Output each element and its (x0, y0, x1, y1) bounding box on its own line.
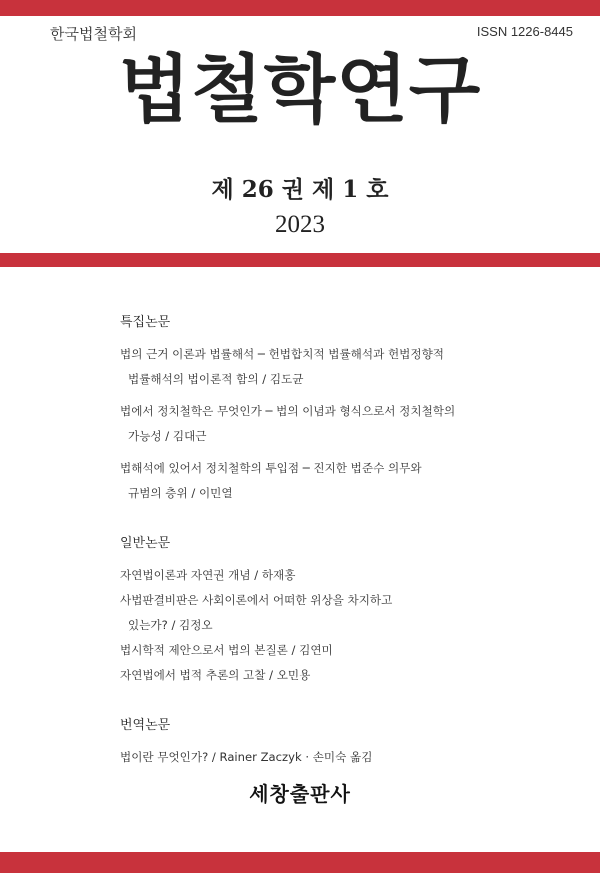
toc-entry (120, 638, 560, 663)
bottom-accent-bar (0, 852, 600, 873)
volume-issue: 제 26 권 제 1 호 (211, 176, 389, 203)
toc-entry (120, 456, 560, 506)
section-heading: 일반논문 (120, 536, 171, 551)
section-heading: 특집논문 (120, 315, 171, 330)
publication-year: 2023 (275, 211, 325, 238)
journal-title: 법철학연구 (118, 47, 482, 133)
toc-section-translation (120, 714, 560, 770)
toc-entry (120, 399, 560, 449)
entry-line: 법시학적 제안으로서 법의 본질론 / 김연미 (120, 643, 333, 657)
section-heading: 번역논문 (120, 718, 171, 733)
entry-line: 법해석에 있어서 정치철학의 투입점 ─ 진지한 법준수 의무와 (120, 461, 422, 475)
issn-number: ISSN 1226-8445 (476, 24, 573, 39)
publisher-logo: 세창출판사 (249, 782, 351, 806)
entry-line: 법이란 무엇인가? / Rainer Zaczyk · 손미숙 옮김 (120, 750, 373, 764)
toc-section-special (120, 311, 560, 506)
entry-line: 법의 근거 이론과 법률해석 ─ 헌법합치적 법률해석과 헌법정향적 (120, 347, 444, 361)
top-accent-bar (0, 0, 600, 16)
toc-entry (120, 588, 560, 638)
entry-line: 자연법에서 법적 추론의 고찰 / 오민용 (120, 668, 311, 682)
entry-line-continued: 규범의 층위 / 이민열 (128, 486, 233, 500)
toc-entry (120, 663, 560, 688)
entry-line: 자연법이론과 자연권 개념 / 하재홍 (120, 568, 296, 582)
toc-entry (120, 342, 560, 392)
entry-line-continued: 가능성 / 김대근 (128, 429, 207, 443)
toc-entry (120, 745, 560, 770)
toc-section-general (120, 532, 560, 688)
middle-accent-bar (0, 253, 600, 267)
toc-entry (120, 563, 560, 588)
entry-line: 사법판결비판은 사회이론에서 어떠한 위상을 차지하고 (120, 593, 393, 607)
entry-line: 법에서 정치철학은 무엇인가 ─ 법의 이념과 형식으로서 정치철학의 (120, 404, 456, 418)
table-of-contents (120, 311, 560, 770)
entry-line-continued: 있는가? / 김정오 (128, 618, 213, 632)
entry-line-continued: 법률해석의 법이론적 함의 / 김도균 (128, 372, 304, 386)
society-name: 한국법철학회 (50, 25, 137, 43)
